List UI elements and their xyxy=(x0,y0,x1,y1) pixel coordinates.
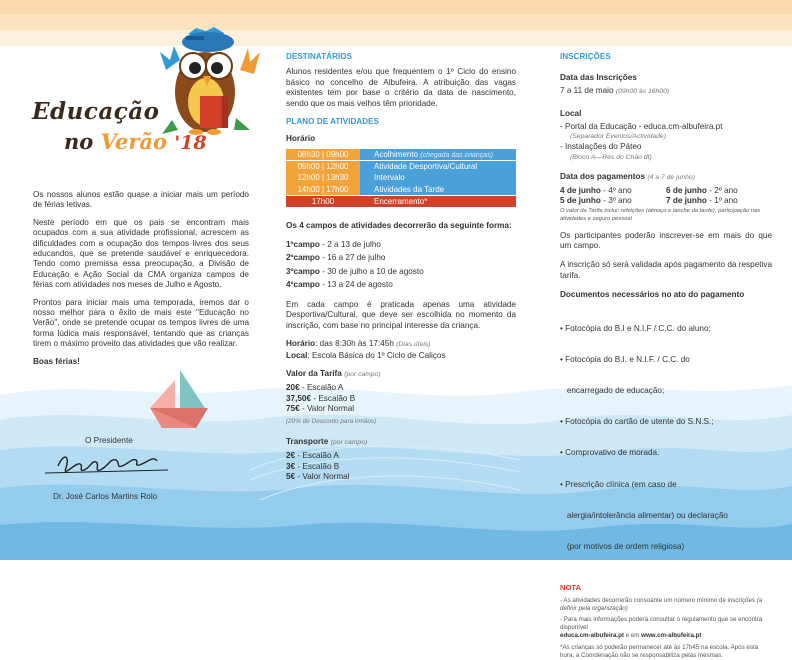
nota-2-link-educa[interactable]: educa.cm-albufeira.pt xyxy=(560,631,624,639)
tarifa-value: 20€ xyxy=(286,383,300,393)
schedule-activity: Atividades da Tarde xyxy=(360,184,516,195)
documento-item: • Comprovativo de morada. xyxy=(560,448,660,458)
nota-2 xyxy=(560,616,772,640)
campos-text: Em cada campo é praticada apenas uma atividade Desportiva/Cultural, que deve ser escolhida no momento da inscrição, com base no principal interesse da criança. xyxy=(286,299,516,330)
schedule-activity: Encerramento* xyxy=(360,196,516,207)
tarifa-title: Valor da Tarifa xyxy=(286,368,342,378)
tarifa-note: (por campo) xyxy=(344,370,381,378)
tarifa-heading xyxy=(286,369,516,380)
pagamento-item xyxy=(666,186,772,196)
schedule-row xyxy=(286,184,516,195)
nota-2-link-cma[interactable]: www.cm-albufeira.pt xyxy=(641,631,702,639)
local-title: Local xyxy=(560,109,582,119)
schedule-row xyxy=(286,161,516,172)
schedule-time: 12h00 | 13h30 xyxy=(286,172,360,183)
schedule-activity: Intervalo xyxy=(360,172,516,183)
local-line xyxy=(286,351,516,361)
destinatarios-heading: DESTINATÁRIOS xyxy=(286,52,353,61)
transporte-tier: - Escalão A xyxy=(295,451,339,461)
logo-no: no xyxy=(64,129,94,154)
tarifa-item xyxy=(286,394,516,404)
pagamentos-title: Data dos pagamentos xyxy=(560,172,646,182)
tarifa-tier: - Escalão B xyxy=(311,393,356,403)
president-name: Dr. José Carlos Martins Rolo xyxy=(53,492,158,501)
transporte-heading xyxy=(286,437,516,448)
campos-heading: Os 4 campos de atividades decorrerão da seguinte forma: xyxy=(286,221,512,231)
middle-column xyxy=(286,52,516,483)
nota-1-text: - As atividades decorrerão consoante um número mínimo de inscrições xyxy=(560,596,755,604)
campo-item xyxy=(286,278,516,292)
local-pateo-note: (Bloco A—Rés do Chão dt) xyxy=(570,153,652,161)
data-inscricoes-title: Data das Inscrições xyxy=(560,73,637,83)
transporte-note: (por campo) xyxy=(330,439,368,446)
tarifa-item xyxy=(286,404,516,414)
pagamento-item xyxy=(560,196,666,206)
schedule-row xyxy=(286,196,516,207)
pagamentos-grid xyxy=(560,186,772,207)
nota-1-note: (a definir pela organização) xyxy=(560,596,763,612)
documento-item: • Prescrição clínica (em caso de xyxy=(560,479,677,489)
nota-2-joiner: e em xyxy=(623,631,642,639)
tarifa-value: 37,50€ xyxy=(286,393,312,403)
intro-paragraph-2: Neste período em que os pais se encontram mais ocupados com a sua atividade profissional, acrescem as dificuldades com a ocupação dos tempos livres dos seus educandos, que se pretende saudável e enriquecedora. Tendo como premissa essa preocupação, a Divisão de Educação e Ação Social da CMA organiza campos de férias com atividades nos meses de Julho e Agosto. xyxy=(33,217,249,290)
horario-line-value: : das 8:30h às 17:45h xyxy=(315,339,394,349)
documento-item: • Fotocópia do cartão de utente do S.N.S.; xyxy=(560,417,714,427)
transporte-list xyxy=(286,451,516,482)
local-pateo: - Instalações do Páteo xyxy=(560,142,642,152)
pagamento-date: 7 de junho xyxy=(666,196,707,206)
transporte-item xyxy=(286,451,516,461)
documento-item: alergia/intolerância alimentar) ou declaração xyxy=(560,510,728,520)
schedule-time: 14h00 | 17h00 xyxy=(286,184,360,195)
local-portal: - Portal da Educação - educa.cm-albufeira.pt xyxy=(560,121,723,131)
documento-item: (por motivos de ordem religiosa) xyxy=(560,542,685,552)
intro-closing: Boas férias! xyxy=(33,356,80,366)
tarifa-inclui-note: O valor da Tarifa inclui: refeições (almoço e lanche da tarde), participação nas atividades e seguro pessoal xyxy=(560,208,761,223)
pagamentos-heading xyxy=(560,172,772,183)
president-title: O Presidente xyxy=(85,436,133,445)
pagamento-year: - 1º ano xyxy=(706,196,738,206)
transporte-tier: - Escalão B xyxy=(295,461,340,471)
pagamentos-note: (4 a 7 de junho) xyxy=(647,174,695,182)
horario-label: Horário xyxy=(286,134,316,144)
documento-item: • Fotocópia do B.I e N.I.F / C.C. do aluno; xyxy=(560,323,711,333)
pagamento-date: 6 de junho xyxy=(666,185,707,195)
campo-dates: - 30 de julho a 10 de agosto xyxy=(319,266,424,276)
schedule-activity-label: Acolhimento xyxy=(374,149,419,159)
horario-line-label: Horário xyxy=(286,339,316,349)
top-band-dark xyxy=(0,0,792,14)
top-band-light xyxy=(0,30,792,46)
intro-paragraph-1: Os nossos alunos estão quase a iniciar mais um período de férias letivas. xyxy=(33,190,249,210)
campo-dates: - 13 a 24 de agosto xyxy=(319,280,393,290)
schedule-activity-note: (chegada das crianças) xyxy=(420,151,494,159)
pagamento-item xyxy=(560,186,666,196)
documento-item: • Fotocópia do B.I. e N.I.F. / C.C. do xyxy=(560,354,690,364)
campo-label: 2ºcampo xyxy=(286,253,320,263)
plano-heading: PLANO DE ATIVIDADES xyxy=(286,117,380,127)
tarifa-list xyxy=(286,383,516,414)
pagamento-year: - 2º ano xyxy=(706,185,738,195)
participantes-text: Os participantes poderão inscrever-se em mais do que um campo. xyxy=(560,230,772,251)
campo-label: 1ºcampo xyxy=(286,239,320,249)
transporte-value: 3€ xyxy=(286,461,296,471)
transporte-value: 2€ xyxy=(286,451,296,461)
campo-item xyxy=(286,265,516,279)
schedule-time: 09h00 | 12h00 xyxy=(286,161,360,172)
logo-title-line1: Educação xyxy=(32,98,160,125)
documentos-heading: Documentos necessários no ato do pagamento xyxy=(560,290,745,300)
validacao-text: A inscrição só será validada após pagamento da respetiva tarifa. xyxy=(560,260,772,280)
horario-line-note: (Dias úteis) xyxy=(396,341,431,349)
transporte-item xyxy=(286,472,516,482)
campo-dates: - 16 a 27 de julho xyxy=(319,253,386,263)
nota-2-text: - Para mais informações poderá consultar o regulamento que se encontra disponível xyxy=(560,615,763,631)
documento-item: encarregado de educação; xyxy=(560,385,665,395)
transporte-item xyxy=(286,462,516,472)
inscricoes-heading: INSCRIÇÕES xyxy=(560,52,611,61)
schedule-activity xyxy=(360,149,516,160)
campo-dates: - 2 a 13 de julho xyxy=(319,239,381,249)
intro-paragraph-3: Prontos para iniciar mais uma temporada, iremos dar o nosso melhor para o êxito de mais este "Educação no Verão", onde se pretende ocupar os tempos livres de uma forma lúdica mais responsável, tentando que as crianças tirem o máximo proveito das atividades que vão realizar. xyxy=(33,297,249,349)
horario-line xyxy=(286,339,516,350)
intro-column xyxy=(33,190,249,374)
right-column xyxy=(560,52,772,660)
logo-title-line2 xyxy=(64,129,207,154)
pagamento-date: 5 de junho xyxy=(560,196,601,206)
campos-list xyxy=(286,238,516,292)
pagamento-date: 4 de junho xyxy=(560,185,601,195)
tarifa-item xyxy=(286,383,516,393)
campo-label: 3ºcampo xyxy=(286,266,320,276)
transporte-value: 5€ xyxy=(286,472,296,482)
tarifa-discount: (20% de Desconto para irmãos) xyxy=(286,417,377,425)
transporte-tier: - Valor Normal xyxy=(295,472,350,482)
schedule-time: 17h00 xyxy=(286,196,360,207)
schedule-time: 08h30 | 09h00 xyxy=(286,149,360,160)
tarifa-tier: - Escalão A xyxy=(299,383,344,393)
logo-verao: Verão xyxy=(100,129,167,154)
data-inscricoes-value: 7 a 11 de maio xyxy=(560,85,614,95)
pagamento-year: - 4º ano xyxy=(600,185,632,195)
local-line-label: Local xyxy=(286,350,308,360)
nota-heading: NOTA xyxy=(560,583,581,593)
schedule-row xyxy=(286,149,516,160)
campo-label: 4ºcampo xyxy=(286,280,320,290)
campo-item xyxy=(286,238,516,252)
pagamento-year: - 3º ano xyxy=(600,196,632,206)
local-line-value: : Escola Básica do 1º Ciclo de Caliços xyxy=(307,350,446,360)
documentos-list xyxy=(560,303,772,574)
transporte-title: Transporte xyxy=(286,437,329,446)
schedule-table xyxy=(286,149,516,207)
destinatarios-text: Alunos residentes e/ou que frequentem o 1º Ciclo do ensino básico no concelho de Albufeira. A atribuição das vagas existentes tem por base o critério da data de nascimento, sendo que os mais velhos têm prioridade. xyxy=(286,67,516,108)
data-inscricoes-note: (09h00 às 16h00) xyxy=(615,87,670,95)
data-inscricoes-line xyxy=(560,86,772,97)
nota-1 xyxy=(560,597,772,613)
tarifa-value: 75€ xyxy=(286,404,300,414)
local-portal-note: (Separador Eventos/Actividade) xyxy=(570,133,666,141)
logo-year: '18 xyxy=(174,132,207,154)
campo-item xyxy=(286,251,516,265)
nota-3: *As crianças só poderão permanecer até às 17h45 na escola. Após esta hora, a Coordenação não se responsabiliza pelas mesmas. xyxy=(560,643,759,659)
tarifa-tier: - Valor Normal xyxy=(299,404,355,414)
schedule-row xyxy=(286,172,516,183)
pagamento-item xyxy=(666,196,772,206)
schedule-activity: Atividade Desportiva/Cultural xyxy=(360,161,516,172)
